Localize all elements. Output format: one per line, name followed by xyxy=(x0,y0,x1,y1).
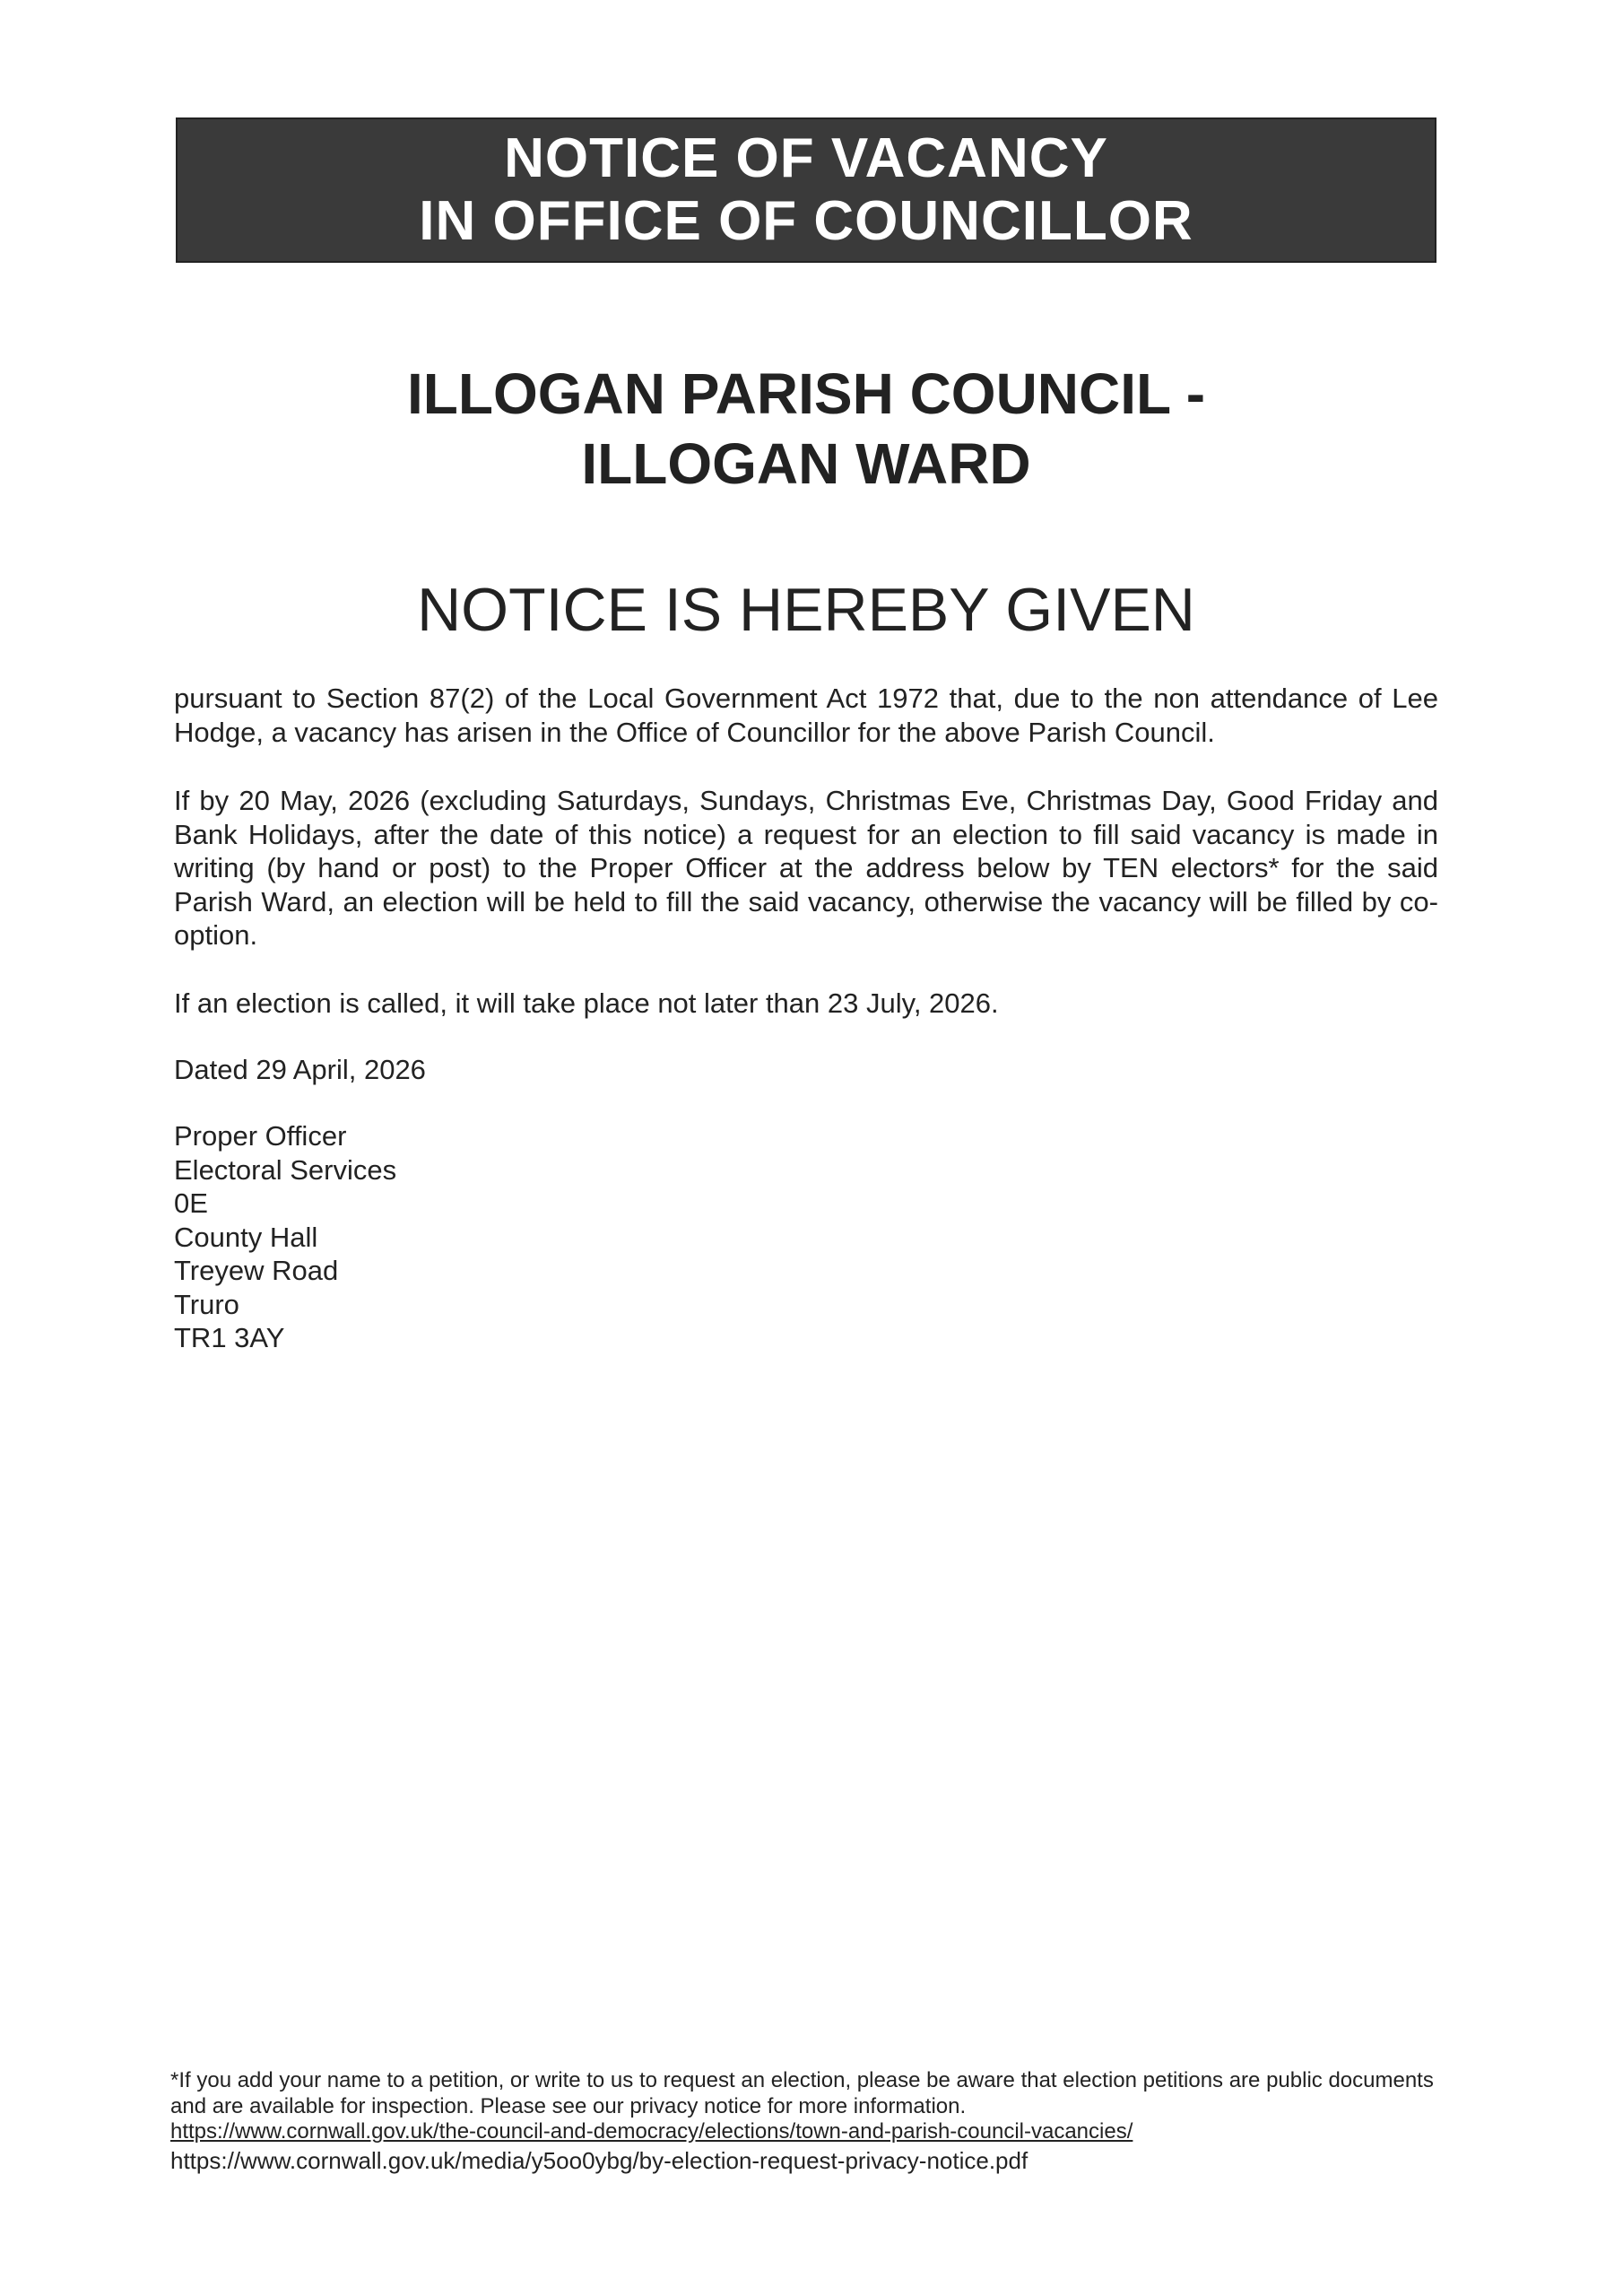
paragraph-text: If an election is called, it will take place not later than 23 July, 2026. xyxy=(174,987,999,1019)
paragraph-text: Dated 29 April, 2026 xyxy=(174,1054,426,1085)
footnote-text: *If you add your name to a petition, or write to us to request an election, please be aware that election petitions are public documents and are available for inspection. Please see our privacy notice for more information. xyxy=(170,2068,1434,2118)
address-line: 0E xyxy=(174,1187,208,1219)
address-line: TR1 3AY xyxy=(174,1322,285,1353)
address-line: Electoral Services xyxy=(174,1153,397,1186)
paragraph-text: If by 20 May, 2026 (excluding Saturdays, Sundays, Christmas Eve, Christmas Day, Good Friday and Bank Holidays, after the date of this notice) a request for an election to fill said vacancy is made in writing (by hand or post) to the Proper Officer at the address below by TEN electors* for the said Parish Ward, an election will be held to fill the said vacancy, otherwise the vacancy will be filled by co-option. xyxy=(174,785,1438,951)
title-banner xyxy=(176,117,1436,263)
banner-title-line-2: IN OFFICE OF COUNCILLOR xyxy=(419,190,1193,252)
council-name: ILLOGAN PARISH COUNCIL - xyxy=(406,361,1206,426)
address-line: County Hall xyxy=(174,1221,318,1253)
paragraph-statutory-basis xyxy=(174,682,1438,749)
privacy-notice-url: https://www.cornwall.gov.uk/media/y5oo0ybg/by-election-request-privacy-notice.pdf xyxy=(170,2146,1028,2174)
dated-line xyxy=(174,1053,1438,1087)
address-line: Proper Officer xyxy=(174,1120,347,1152)
ward-name: ILLOGAN WARD xyxy=(581,431,1031,496)
paragraph-election-request xyxy=(174,784,1438,952)
proper-officer-address xyxy=(174,1119,396,1355)
council-heading xyxy=(176,359,1436,499)
address-line: Truro xyxy=(174,1288,239,1320)
banner-title-line-1: NOTICE OF VACANCY xyxy=(504,127,1108,189)
paragraph-election-date xyxy=(174,987,1438,1021)
address-line: Treyew Road xyxy=(174,1255,339,1286)
footnote xyxy=(170,2068,1444,2176)
notice-given-heading: NOTICE IS HEREBY GIVEN xyxy=(417,576,1195,644)
vacancies-link[interactable]: https://www.cornwall.gov.uk/the-council-and-democracy/elections/town-and-parish-council-vacancies/ xyxy=(170,2119,1133,2144)
paragraph-text: pursuant to Section 87(2) of the Local Government Act 1972 that, due to the non attendance of Lee Hodge, a vacancy has arisen in the Office of Councillor for the above Parish Council. xyxy=(174,683,1438,748)
